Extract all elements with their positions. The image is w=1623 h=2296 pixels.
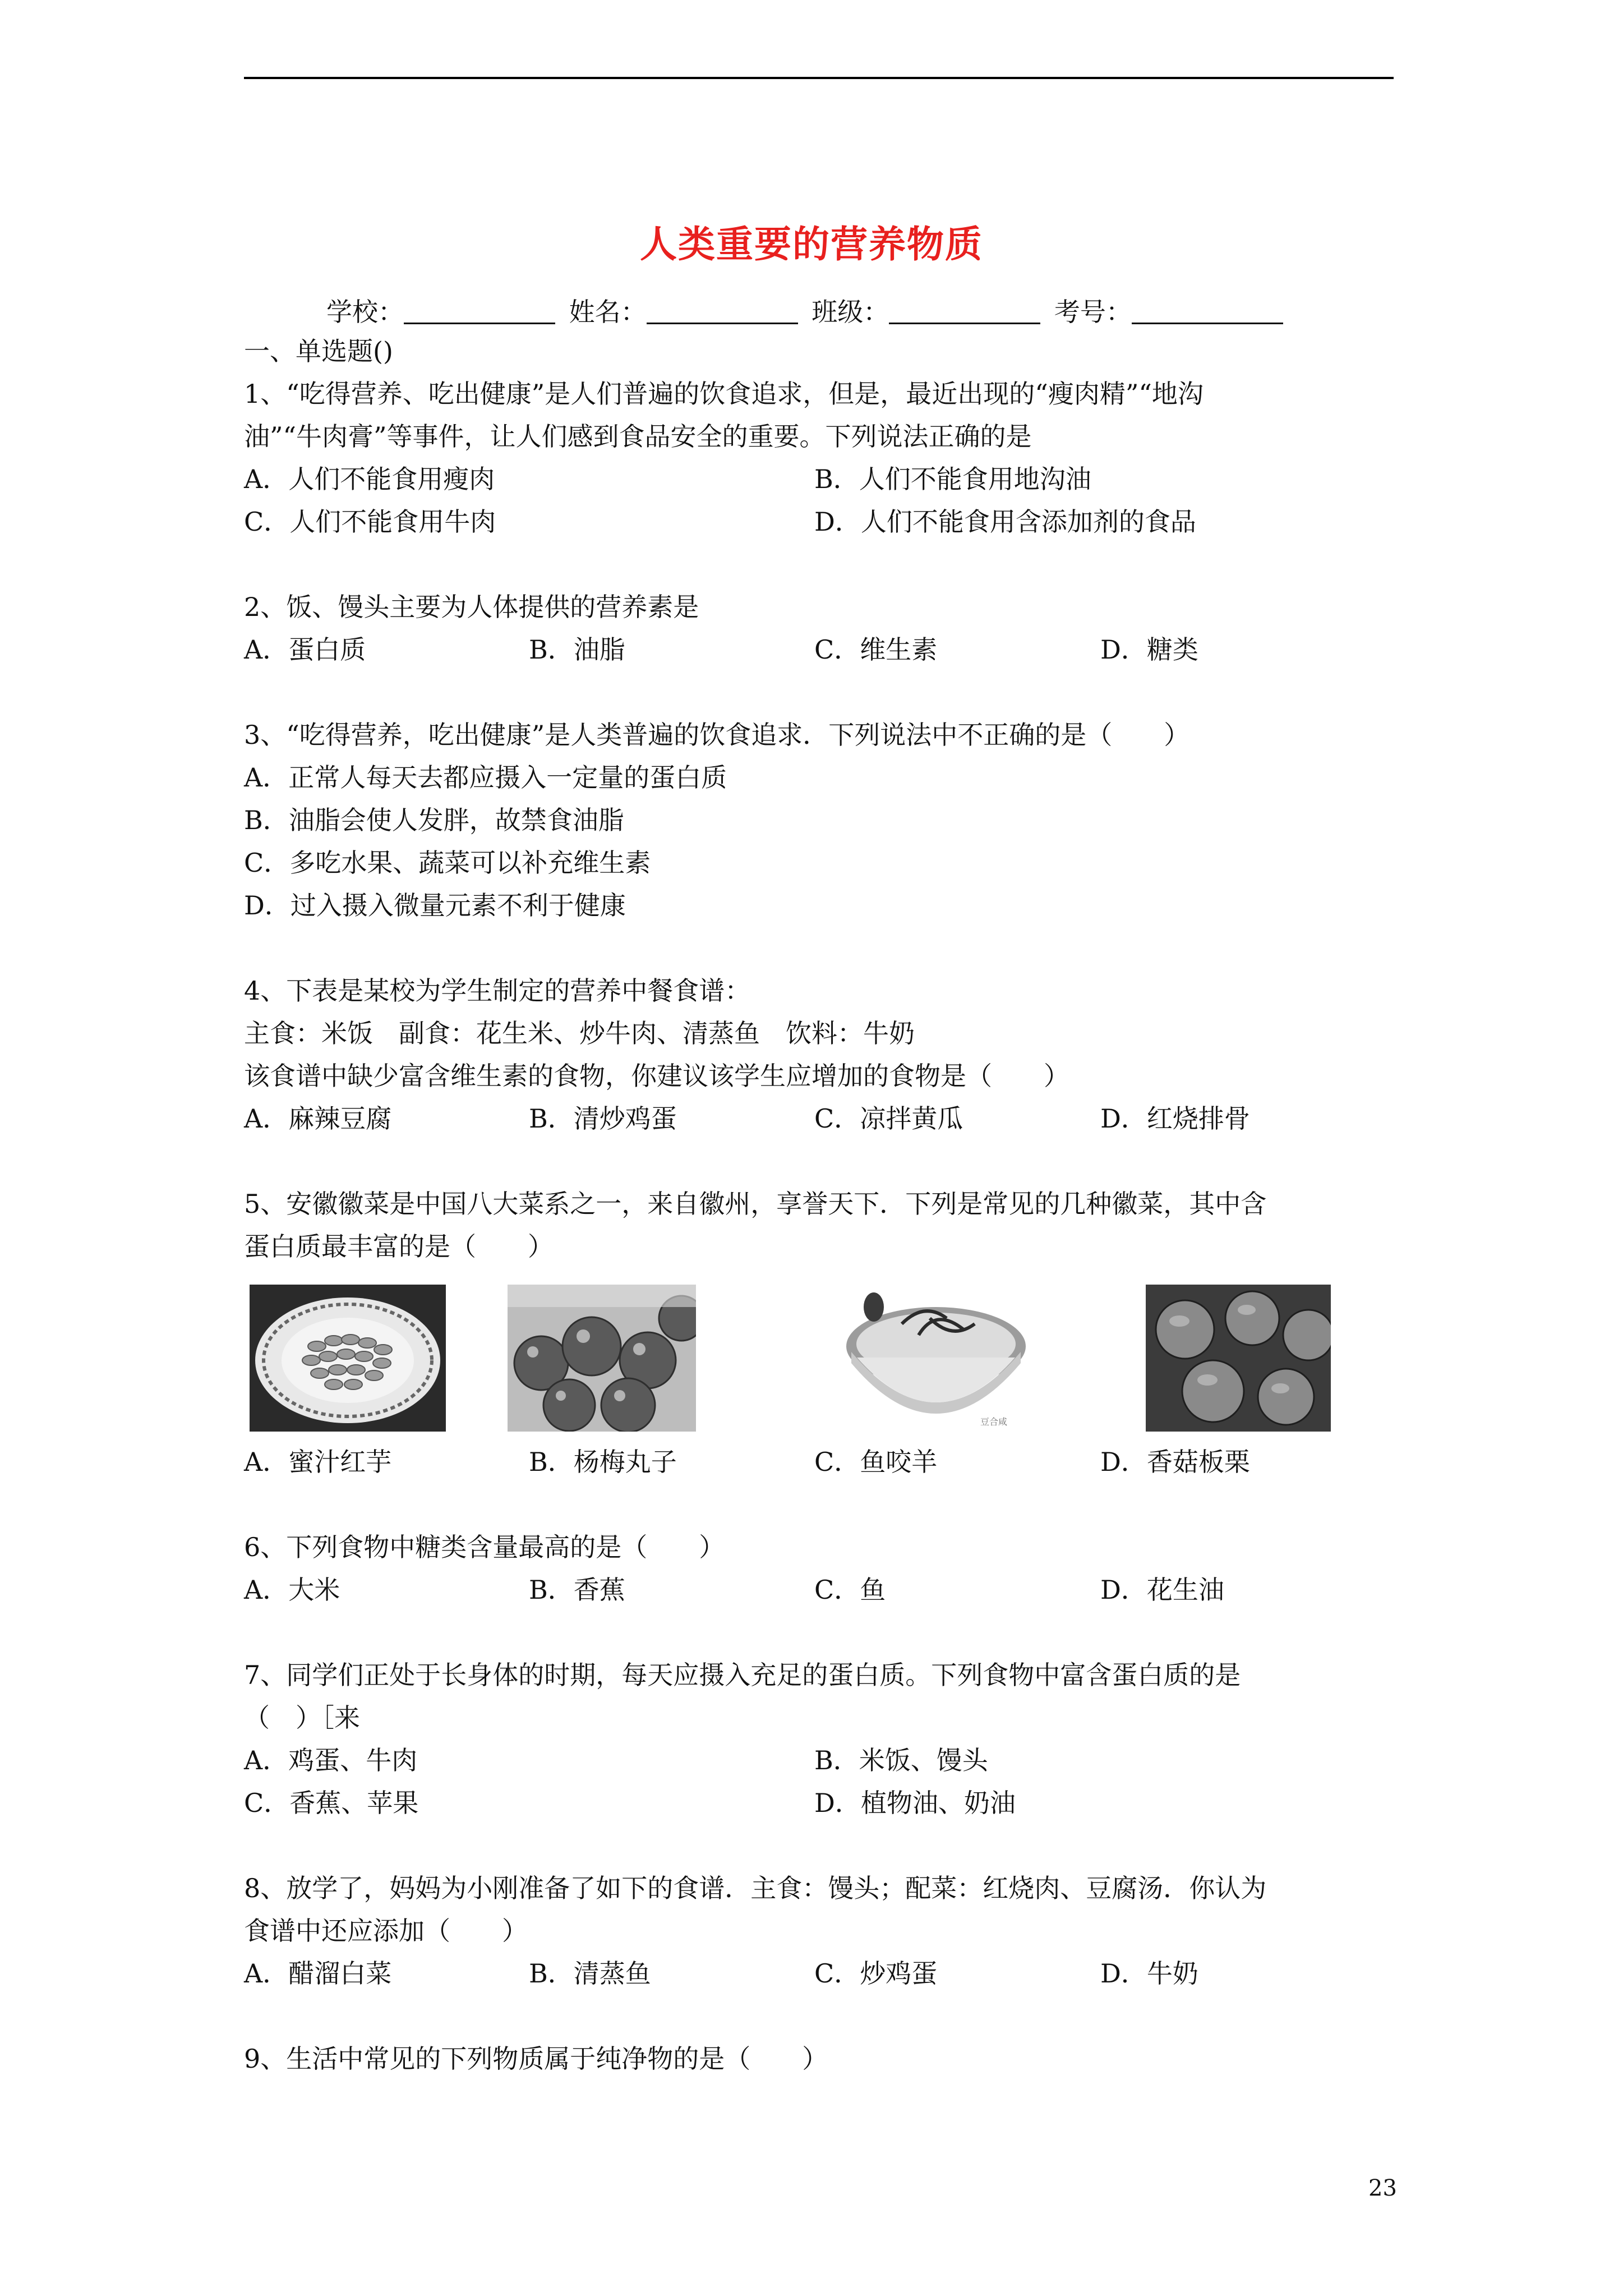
question-4-line-2: 主食：米饭 副食：花生米、炒牛肉、清蒸鱼 饮料：牛奶 [244, 1018, 915, 1048]
question-7-line-1: 7、同学们正处于长身体的时期，每天应摄入充足的蛋白质。下列食物中富含蛋白质的是 [244, 1660, 1241, 1690]
question-2-option-b: B．油脂 [529, 634, 625, 665]
question-5-option-d: D．香菇板栗 [1100, 1447, 1250, 1477]
fish-lamb-dish-image [840, 1285, 1032, 1432]
question-1-option-d: D．人们不能食用含添加剂的食品 [814, 507, 1196, 537]
question-7-line-2: （ ）［来 [244, 1703, 360, 1733]
question-1-option-c: C．人们不能食用牛肉 [244, 507, 496, 537]
page-title: 人类重要的营养物质 [640, 223, 983, 266]
section-heading: 一、单选题() [244, 336, 393, 366]
question-3-line-1: 3、“吃得营养，吃出健康”是人类普遍的饮食追求．下列说法中不正确的是（ ） [244, 720, 1190, 750]
question-8-option-d: D．牛奶 [1100, 1958, 1198, 1989]
question-7-option-a: A．鸡蛋、牛肉 [244, 1745, 418, 1775]
question-6-option-c: C．鱼 [814, 1575, 886, 1605]
question-2-line-1: 2、饭、馒头主要为人体提供的营养素是 [244, 592, 699, 622]
question-4-line-3: 该食谱中缺少富含维生素的食物，你建议该学生应增加的食物是（ ） [244, 1061, 1069, 1091]
question-5-option-c: C．鱼咬羊 [814, 1447, 938, 1477]
question-5-option-b: B．杨梅丸子 [529, 1447, 677, 1477]
question-6-option-b: B．香蕉 [529, 1575, 625, 1605]
question-7-option-c: C．香蕉、苹果 [244, 1788, 419, 1818]
sweet-potato-dish-image [250, 1285, 446, 1432]
question-3-option-b: B．油脂会使人发胖，故禁食油脂 [244, 805, 624, 835]
number-label: 考号： [1054, 297, 1132, 327]
question-6-option-a: A．大米 [244, 1575, 340, 1605]
name-label: 姓名： [569, 297, 647, 327]
question-4-option-a: A．麻辣豆腐 [244, 1103, 392, 1134]
question-2-option-a: A．蛋白质 [244, 634, 366, 665]
school-blank[interactable] [404, 298, 555, 324]
question-8-option-a: A．醋溜白菜 [244, 1958, 392, 1989]
question-9-line-1: 9、生活中常见的下列物质属于纯净物的是（ ） [244, 2044, 828, 2074]
question-8-line-2: 食谱中还应添加（ ） [244, 1916, 528, 1946]
question-5-line-1: 5、安徽徽菜是中国八大菜系之一，来自徽州，享誉天下．下列是常见的几种徽菜，其中含 [244, 1189, 1267, 1219]
question-7-option-b: B．米饭、馒头 [814, 1745, 988, 1775]
question-5-line-2: 蛋白质最丰富的是（ ） [244, 1231, 554, 1262]
question-8-option-c: C．炒鸡蛋 [814, 1958, 938, 1989]
class-label: 班级： [811, 297, 889, 327]
school-label: 学校： [326, 297, 404, 327]
question-6-option-d: D．花生油 [1100, 1575, 1224, 1605]
photo-bayberry-meatballs [508, 1285, 696, 1432]
question-1-line-1: 1、“吃得营养、吃出健康”是人们普遍的饮食追求，但是，最近出现的“瘦肉精”“地沟 [244, 379, 1204, 409]
question-5-option-a: A．蜜汁红芋 [244, 1447, 392, 1477]
question-4-option-c: C．凉拌黄瓜 [814, 1103, 963, 1134]
photo-honey-sweet-potato [250, 1285, 446, 1432]
question-3-option-c: C．多吃水果、蔬菜可以补充维生素 [244, 848, 651, 878]
page-number: 23 [1368, 2175, 1397, 2201]
question-7-option-d: D．植物油、奶油 [814, 1788, 1016, 1818]
question-4-option-b: B．清炒鸡蛋 [529, 1103, 677, 1134]
top-rule [244, 77, 1394, 79]
name-blank[interactable] [647, 298, 798, 324]
question-4-option-d: D．红烧排骨 [1100, 1103, 1250, 1134]
question-3-option-a: A．正常人每天去都应摄入一定量的蛋白质 [244, 762, 727, 793]
question-8-option-b: B．清蒸鱼 [529, 1958, 651, 1989]
photo-caption: 豆合咸 [980, 1416, 1008, 1427]
photo-fish-bite-lamb [840, 1285, 1032, 1432]
question-4-line-1: 4、下表是某校为学生制定的营养中餐食谱： [244, 976, 751, 1006]
mushroom-chestnut-dish-image [1146, 1285, 1331, 1432]
question-1-option-b: B．人们不能食用地沟油 [814, 464, 1091, 494]
photo-mushroom-chestnut [1146, 1285, 1331, 1432]
question-3-option-d: D．过入摄入微量元素不利于健康 [244, 890, 626, 921]
question-2-option-c: C．维生素 [814, 634, 938, 665]
student-info-fields [326, 292, 1289, 329]
class-blank[interactable] [889, 298, 1040, 324]
question-8-line-1: 8、放学了，妈妈为小刚准备了如下的食谱．主食：馒头；配菜：红烧肉、豆腐汤．你认为 [244, 1873, 1267, 1903]
question-1-option-a: A．人们不能食用瘦肉 [244, 464, 495, 494]
question-1-line-2: 油”“牛肉膏”等事件，让人们感到食品安全的重要。下列说法正确的是 [244, 421, 1032, 452]
question-6-line-1: 6、下列食物中糖类含量最高的是（ ） [244, 1532, 725, 1562]
number-blank[interactable] [1132, 298, 1283, 324]
question-2-option-d: D．糖类 [1100, 634, 1198, 665]
meatball-dish-image [508, 1285, 696, 1432]
